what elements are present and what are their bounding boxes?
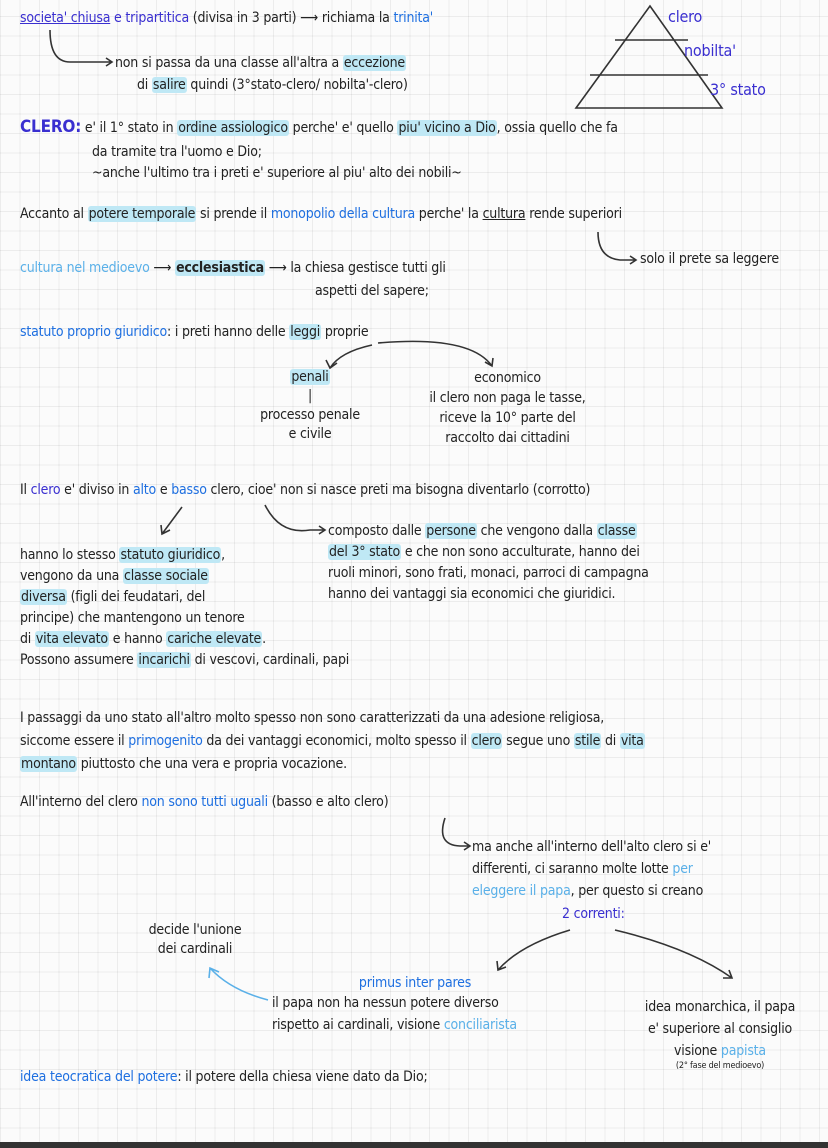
highlighted-text: del 3° stato bbox=[329, 544, 401, 560]
pyramid-label-terzo-stato: 3° stato bbox=[710, 80, 766, 99]
clero-definition-cont bbox=[92, 142, 462, 184]
text-line bbox=[328, 584, 649, 605]
text-line bbox=[20, 707, 645, 730]
pyramid-label-nobilta: nobilta' bbox=[684, 41, 736, 60]
text-segment: proprie bbox=[321, 324, 369, 340]
text-segment: papista bbox=[720, 1043, 766, 1059]
text-segment: : il potere della chiesa viene dato da Dio; bbox=[177, 1069, 428, 1085]
text-line bbox=[615, 1060, 825, 1072]
text-line bbox=[472, 836, 711, 858]
text-segment: aspetti del sapere; bbox=[315, 283, 429, 299]
text-segment: idea teocratica del potere bbox=[20, 1069, 178, 1085]
text-segment: cultura bbox=[482, 206, 526, 222]
highlighted-text: cariche elevate bbox=[167, 631, 262, 647]
text-segment: riceve la 10° parte del bbox=[439, 410, 576, 426]
text-line bbox=[615, 1040, 825, 1062]
text-line bbox=[472, 880, 711, 902]
text-line bbox=[615, 996, 825, 1018]
text-segment: solo il prete sa leggere bbox=[640, 251, 779, 267]
text-segment: clero, cioe' non si nasce preti ma bisogna diventarlo (corrotto) bbox=[206, 482, 591, 498]
highlighted-text: vita bbox=[620, 733, 644, 749]
text-segment: I passaggi da uno stato all'altro molto spesso non sono caratterizzati da una adesione religiosa, bbox=[20, 710, 605, 726]
text-segment: ⟶ bbox=[149, 260, 176, 276]
text-segment: di vescovi, cardinali, papi bbox=[190, 652, 350, 668]
text-segment: composto dalle bbox=[328, 523, 426, 539]
text-segment: da dei vantaggi economici, molto spesso il bbox=[202, 733, 471, 749]
statuto-line bbox=[20, 322, 368, 343]
highlighted-text: classe sociale bbox=[123, 568, 208, 584]
fase-note bbox=[615, 1060, 825, 1072]
text-segment: perche' la bbox=[415, 206, 483, 222]
accanto-line bbox=[20, 204, 622, 225]
text-line bbox=[20, 629, 349, 650]
text-segment: idea monarchica, il papa bbox=[644, 999, 796, 1015]
text-segment: hanno dei vantaggi sia economici che giuridici. bbox=[328, 586, 616, 602]
interno-line bbox=[20, 792, 388, 813]
text-line bbox=[328, 521, 649, 542]
text-line bbox=[20, 1067, 428, 1088]
text-segment: CLERO: bbox=[20, 117, 82, 137]
text-segment: clero bbox=[30, 482, 61, 498]
text-segment: il clero non paga le tasse, bbox=[429, 390, 586, 406]
text-line bbox=[250, 368, 370, 387]
text-line bbox=[20, 608, 349, 629]
text-segment: trinita' bbox=[393, 10, 434, 26]
text-line bbox=[20, 258, 446, 279]
text-line bbox=[92, 163, 462, 184]
text-line bbox=[92, 142, 462, 163]
arrow-chiusa bbox=[50, 30, 112, 66]
text-segment: di bbox=[601, 733, 620, 749]
economico-branch bbox=[405, 368, 610, 448]
text-line bbox=[130, 940, 260, 959]
text-line bbox=[250, 425, 370, 444]
lotte-note bbox=[472, 836, 711, 902]
text-segment: ⟶ la chiesa gestisce tutti gli bbox=[264, 260, 446, 276]
highlighted-text: salire bbox=[152, 77, 186, 93]
text-segment: monopolio della cultura bbox=[270, 206, 415, 222]
text-line bbox=[562, 904, 625, 925]
arrow-cultura bbox=[598, 232, 636, 264]
text-segment: per bbox=[672, 861, 693, 877]
text-line bbox=[405, 368, 610, 388]
text-segment: eleggere il papa bbox=[472, 883, 571, 899]
text-segment: rende superiori bbox=[525, 206, 622, 222]
text-segment: hanno lo stesso bbox=[20, 547, 120, 563]
text-segment: e' superiore al consiglio bbox=[647, 1021, 793, 1037]
text-segment: quindi (3°stato-clero/ nobilta'-clero) bbox=[186, 77, 408, 93]
teocratica-line bbox=[20, 1067, 428, 1088]
text-segment: primogenito bbox=[128, 733, 203, 749]
text-segment: ~anche l'ultimo tra i preti e' superiore al piu' alto dei nobili~ bbox=[92, 165, 462, 181]
text-segment: Possono assumere bbox=[20, 652, 138, 668]
text-segment: e' il 1° stato in bbox=[81, 120, 178, 136]
passaggi-paragraph bbox=[20, 707, 645, 776]
highlighted-text: penali bbox=[291, 369, 329, 385]
text-segment: (2° fase del medioevo) bbox=[675, 1061, 765, 1071]
text-line bbox=[272, 1014, 517, 1036]
text-line bbox=[20, 792, 388, 813]
arrow-alto bbox=[161, 507, 182, 534]
text-segment: siccome essere il bbox=[20, 733, 129, 749]
text-line bbox=[272, 992, 517, 1014]
arrow-correnti-right bbox=[615, 930, 732, 978]
text-segment: e tripartitica bbox=[110, 10, 189, 26]
text-line bbox=[472, 858, 711, 880]
text-segment: | bbox=[307, 388, 313, 404]
text-line bbox=[315, 281, 429, 302]
bottom-edge bbox=[0, 1142, 828, 1148]
text-segment: , bbox=[221, 547, 225, 563]
text-line bbox=[115, 53, 406, 74]
text-line bbox=[20, 117, 618, 139]
highlighted-text: vita elevato bbox=[35, 631, 108, 647]
text-segment: societa' chiusa bbox=[20, 10, 111, 26]
text-segment: e che non sono acculturate, hanno dei bbox=[401, 544, 640, 560]
medioevo-line bbox=[20, 258, 446, 279]
decide-note bbox=[130, 921, 260, 959]
text-segment: di bbox=[137, 77, 152, 93]
highlighted-text: statuto giuridico bbox=[120, 547, 221, 563]
arrow-decide bbox=[209, 968, 268, 1000]
highlighted-text: stile bbox=[574, 733, 601, 749]
arrow-economico bbox=[378, 341, 493, 366]
highlighted-text: leggi bbox=[290, 324, 321, 340]
text-segment: e bbox=[156, 482, 172, 498]
highlighted-text: incarichi bbox=[138, 652, 190, 668]
text-segment: vengono da una bbox=[20, 568, 123, 584]
text-segment: da tramite tra l'uomo e Dio; bbox=[92, 144, 262, 160]
text-line bbox=[405, 388, 610, 408]
text-segment: All'interno del clero bbox=[20, 794, 142, 810]
text-segment: e civile bbox=[288, 426, 332, 442]
text-segment: , per questo si creano bbox=[570, 883, 704, 899]
arrow-basso bbox=[265, 505, 325, 534]
highlighted-text: potere temporale bbox=[88, 206, 196, 222]
text-line bbox=[405, 428, 610, 448]
penali-branch bbox=[250, 368, 370, 444]
correnti-label bbox=[562, 904, 625, 925]
text-line bbox=[328, 563, 649, 584]
text-segment: economico bbox=[474, 370, 541, 386]
highlighted-text: piu' vicino a Dio bbox=[398, 120, 496, 136]
highlighted-text: persone bbox=[426, 523, 476, 539]
papista-note bbox=[615, 996, 825, 1062]
highlighted-text: ordine assiologico bbox=[178, 120, 288, 136]
highlighted-text: classe bbox=[597, 523, 636, 539]
conciliarista-note bbox=[272, 992, 517, 1036]
highlighted-text: eccezione bbox=[343, 55, 405, 71]
text-line bbox=[20, 545, 349, 566]
text-line bbox=[328, 542, 649, 563]
text-segment: si prende il bbox=[196, 206, 271, 222]
text-line bbox=[615, 1018, 825, 1040]
text-line bbox=[20, 730, 645, 753]
text-line bbox=[137, 75, 408, 96]
text-segment: Accanto al bbox=[20, 206, 88, 222]
text-line bbox=[20, 650, 349, 671]
text-line bbox=[20, 204, 622, 225]
text-segment: (divisa in 3 parti) ⟶ richiama la bbox=[189, 10, 394, 26]
text-segment: piuttosto che una vera e propria vocazione. bbox=[76, 756, 347, 772]
text-segment: , ossia quello che fa bbox=[496, 120, 618, 136]
text-segment: differenti, ci saranno molte lotte bbox=[472, 861, 673, 877]
text-segment: decide l'unione bbox=[148, 922, 242, 938]
text-segment: segue uno bbox=[502, 733, 574, 749]
text-line bbox=[250, 406, 370, 425]
diviso-line bbox=[20, 480, 590, 501]
sapere-line bbox=[315, 281, 429, 302]
text-segment: dei cardinali bbox=[157, 941, 233, 957]
alto-clero-notes bbox=[20, 545, 349, 671]
text-segment: . bbox=[262, 631, 266, 647]
text-line bbox=[20, 8, 433, 29]
text-segment: : i preti hanno delle bbox=[167, 324, 290, 340]
arrow-correnti-left bbox=[497, 930, 570, 970]
text-segment: cultura nel medioevo bbox=[20, 260, 150, 276]
text-segment: raccolto dai cittadini bbox=[445, 430, 570, 446]
text-segment: processo penale bbox=[260, 407, 360, 423]
arrow-interno bbox=[443, 818, 470, 850]
text-segment: Il bbox=[20, 482, 31, 498]
text-segment: ruoli minori, sono frati, monaci, parroci di campagna bbox=[328, 565, 649, 581]
text-segment: 2 correnti: bbox=[562, 906, 625, 922]
text-segment: non sono tutti uguali bbox=[141, 794, 268, 810]
text-segment: ma anche all'interno dell'alto clero si e' bbox=[472, 839, 711, 855]
classe-note-2 bbox=[137, 75, 408, 96]
text-segment: statuto proprio giuridico bbox=[20, 324, 168, 340]
text-segment: il papa non ha nessun potere diverso bbox=[272, 995, 499, 1011]
text-line bbox=[405, 408, 610, 428]
text-line bbox=[130, 921, 260, 940]
highlighted-text: clero bbox=[471, 733, 502, 749]
text-line bbox=[250, 387, 370, 406]
text-segment: primus inter pares bbox=[358, 975, 472, 991]
text-line bbox=[20, 322, 368, 343]
prete-note bbox=[640, 249, 779, 270]
text-segment: alto bbox=[132, 482, 157, 498]
text-line bbox=[330, 973, 500, 994]
text-segment: conciliarista bbox=[443, 1017, 517, 1033]
intro-line bbox=[20, 8, 433, 29]
text-line bbox=[640, 249, 779, 270]
text-segment: principe) che mantengono un tenore bbox=[20, 610, 245, 626]
text-segment: e hanno bbox=[108, 631, 167, 647]
text-line bbox=[20, 587, 349, 608]
text-line bbox=[20, 753, 645, 776]
arrow-penali bbox=[326, 345, 372, 368]
clero-definition bbox=[20, 117, 618, 139]
pyramid-label-clero: clero bbox=[668, 7, 703, 26]
text-segment: (basso e alto clero) bbox=[267, 794, 389, 810]
text-segment: di bbox=[20, 631, 35, 647]
text-segment: e' diviso in bbox=[60, 482, 133, 498]
highlighted-text: montano bbox=[21, 756, 76, 772]
text-line bbox=[20, 566, 349, 587]
highlighted-text: diversa bbox=[21, 589, 66, 605]
text-segment: (figli dei feudatari, del bbox=[66, 589, 206, 605]
text-segment: basso bbox=[171, 482, 207, 498]
text-segment: che vengono dalla bbox=[476, 523, 597, 539]
highlighted-text: ecclesiastica bbox=[176, 260, 264, 276]
basso-clero-notes bbox=[328, 521, 649, 605]
text-segment: perche' e' quello bbox=[288, 120, 398, 136]
text-segment: visione bbox=[674, 1043, 721, 1059]
text-segment: non si passa da una classe all'altra a bbox=[115, 55, 343, 71]
text-segment: rispetto ai cardinali, visione bbox=[272, 1017, 444, 1033]
classe-note-1 bbox=[115, 53, 406, 74]
text-line bbox=[20, 480, 590, 501]
primus-label bbox=[330, 973, 500, 994]
